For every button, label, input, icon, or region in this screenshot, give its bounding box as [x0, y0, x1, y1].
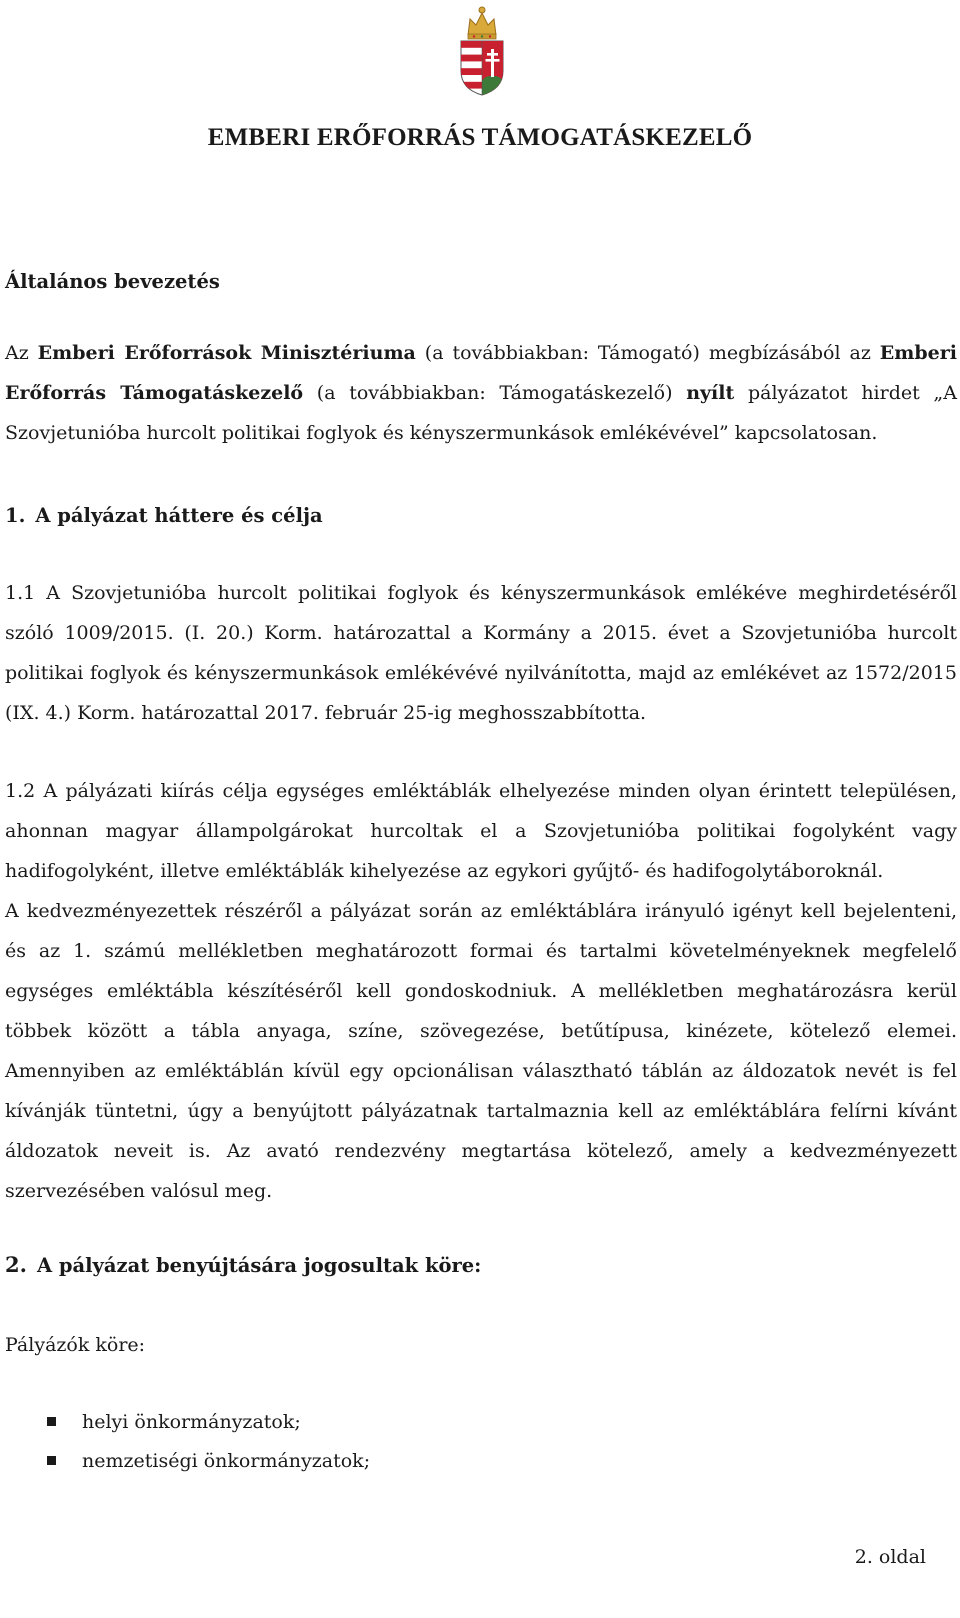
section-1-number: 1.: [5, 504, 26, 527]
paragraph-1-2: 1.2 A pályázati kiírás célja egységes emléktáblák elhelyezése minden olyan érintett településen, ahonnan magyar állampolgárokat hurcoltak el a Szovjetunióba politikai fogolyként vagy hadifogolyként, illetve emléktáblák kihelyezése az egykori gyűjtő- és hadifogolytáboroknál.: [5, 780, 957, 882]
paragraph-1-1: 1.1 A Szovjetunióba hurcolt politikai foglyok és kényszermunkások emlékéve meghirdetéséről szóló 1009/2015. (I. 20.) Korm. határozattal a Kormány a 2015. évet a Szovjetunióba hurcolt politikai foglyok és kényszermunkások emlékévévé nyilvánította, majd az emlékévet az 1572/2015 (IX. 4.) Korm. határozattal 2017. február 25-ig meghosszabbította.: [5, 582, 957, 724]
bullet-square-icon: [47, 1456, 56, 1465]
paragraph-1-2-group: [5, 771, 957, 1211]
applicants-list: [5, 1403, 370, 1481]
paragraph-1-3: A kedvezményezettek részéről a pályázat során az emléktáblára irányuló igényt kell bejelenteni, és az 1. számú mellékletben meghatározott formai és tartalmi követelményeknek megfelelő egységes emléktábla készítéséről kell gondoskodniuk. A mellékletben meghatározásra kerül többek között a tábla anyaga, színe, szövegezése, betűtípusa, kinézete, kötelező elemei. Amennyiben az emléktáblán kívül egy opcionálisan választható táblán az áldozatok nevét is fel kívánják tüntetni, úgy a benyújtott pályázatnak tartalmaznia kell az emléktáblára felírni kívánt áldozatok neveit is. Az avató rendezvény megtartása kötelező, amely a kedvezményezett szervezésében valósul meg.: [5, 900, 957, 1202]
coat-of-arms-icon: [458, 5, 506, 97]
intro-heading: Általános bevezetés: [5, 270, 220, 293]
page-number: 2. oldal: [854, 1546, 926, 1568]
page-title: EMBERI ERŐFORRÁS TÁMOGATÁSKEZELŐ: [207, 124, 753, 151]
section-2-title: A pályázat benyújtására jogosultak köre:: [36, 1254, 482, 1277]
bullet-square-icon: [47, 1417, 56, 1426]
section-2-heading: [5, 1245, 957, 1286]
list-item: helyi önkormányzatok;: [5, 1403, 370, 1442]
section-1-title: A pályázat háttere és célja: [35, 504, 323, 527]
section-2-number: 2.: [5, 1252, 27, 1277]
applicants-label: Pályázók köre:: [5, 1334, 146, 1356]
intro-paragraph: Az Emberi Erőforrások Minisztériuma (a továbbiakban: Támogató) megbízásából az Emberi Erőforrás Támogatáskezelő (a továbbiakban: Támogatáskezelő) nyílt pályázatot hirdet „A Szovjetunióba hurcolt politikai foglyok és kényszermunkások emlékévével” kapcsolatosan.: [5, 342, 957, 444]
list-item: nemzetiségi önkormányzatok;: [5, 1442, 370, 1481]
section-1-heading: [5, 496, 957, 536]
